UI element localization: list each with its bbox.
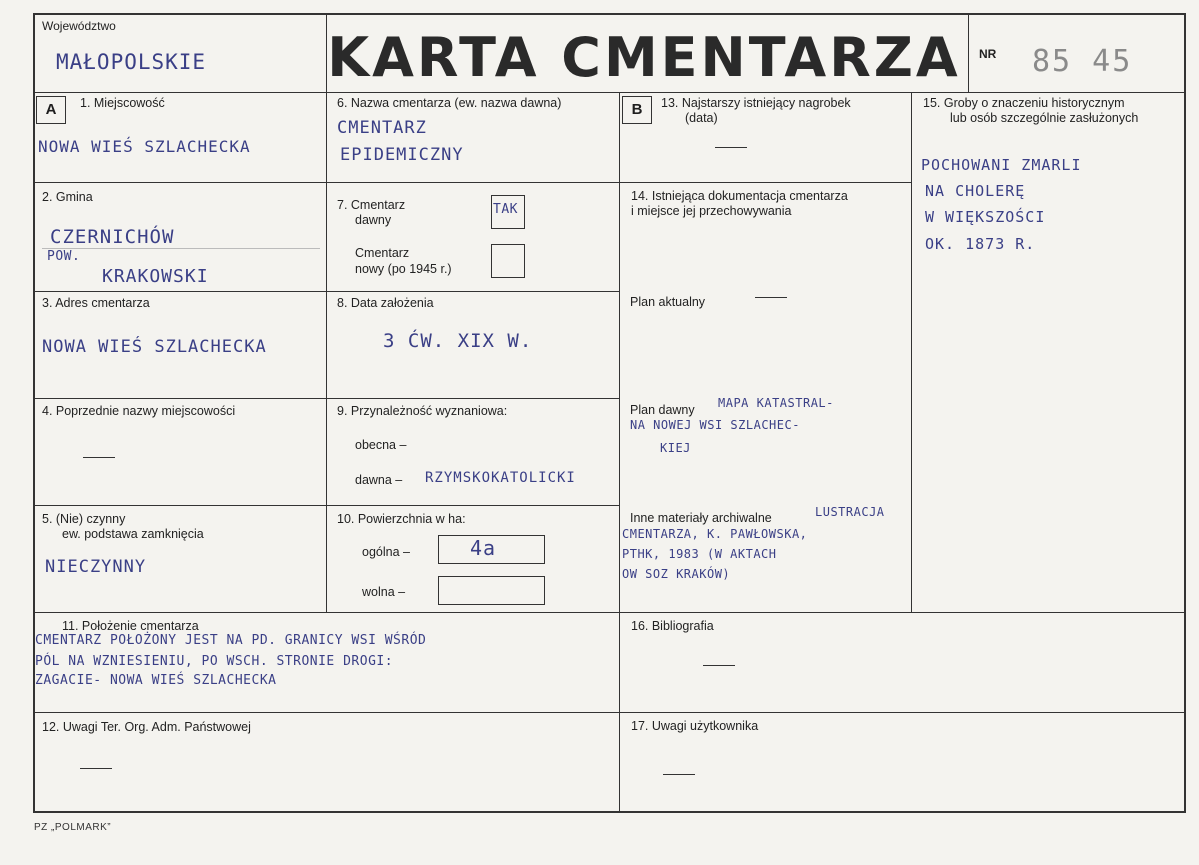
col2-divider [619, 92, 620, 813]
field-16-empty-dash [703, 665, 735, 666]
row-divider-1 [33, 182, 619, 183]
field-11-label: 11. Położenie cmentarza [62, 619, 199, 633]
wojewodztwo-value: MAŁOPOLSKIE [56, 50, 207, 74]
field-4-label: 4. Poprzednie nazwy miejscowości [42, 404, 236, 418]
field-11-value-line1: CMENTARZ POŁOŻONY JEST NA PD. GRANICY WSI WŚRÓD [35, 633, 427, 648]
field-13-empty-dash [715, 147, 747, 148]
row-divider-6 [33, 712, 1186, 713]
field-9-label: 9. Przynależność wyznaniowa: [337, 404, 508, 418]
field-7-dawny-label-2: dawny [355, 213, 392, 227]
page-title: KARTA CMENTARZA [327, 26, 961, 89]
cmentarz-nowy-checkbox[interactable] [491, 244, 525, 278]
section-a-badge: A [36, 96, 66, 124]
inne-materialy-line3: PTHK, 1983 (W AKTACH [622, 547, 777, 561]
inne-materialy-line2: CMENTARZA, K. PAWŁOWSKA, [622, 527, 808, 541]
inne-materialy-line1: LUSTRACJA [815, 505, 885, 519]
inne-materialy-line4: OW SOZ KRAKÓW) [622, 567, 731, 581]
plan-dawny-line3: KIEJ [660, 441, 691, 455]
field-14-label-line2: i miejsce jej przechowywania [631, 204, 792, 218]
field-7-nowy-label-2: nowy (po 1945 r.) [355, 262, 452, 276]
field-9-obecna-label: obecna – [355, 438, 407, 452]
field-15-value-line4: OK. 1873 R. [925, 235, 1036, 253]
field-7-dawny-label-1: 7. Cmentarz [337, 198, 406, 212]
field-15-label-line2: lub osób szczególnie zasłużonych [950, 111, 1139, 125]
field-17-label: 17. Uwagi użytkownika [631, 719, 759, 733]
nr-label: NR [979, 47, 997, 61]
field-5-label-line1: 5. (Nie) czynny [42, 512, 126, 526]
plan-dawny-label: Plan dawny [630, 403, 695, 417]
section-b-badge: B [622, 96, 652, 124]
field-13-label-line2: (data) [685, 111, 718, 125]
field-6-value-line2: EPIDEMICZNY [340, 145, 464, 165]
field-2-value-line2: POW. [47, 249, 81, 264]
field-9-dawna-label: dawna – [355, 473, 403, 487]
field-13-label-line1: 13. Najstarszy istniejący nagrobek [661, 96, 851, 110]
plan-dawny-line2: NA NOWEJ WSI SZLACHEC- [630, 418, 800, 432]
inne-materialy-label: Inne materiały archiwalne [630, 511, 772, 525]
field-11-value-line3: ZAGACIE- NOWA WIEŚ SZLACHECKA [35, 673, 277, 688]
field-7-nowy-label-1: Cmentarz [355, 246, 410, 260]
field-6-label: 6. Nazwa cmentarza (ew. nazwa dawna) [337, 96, 562, 110]
nr-divider [968, 13, 969, 92]
field-16-label: 16. Bibliografia [631, 619, 714, 633]
field-3-value: NOWA WIEŚ SZLACHECKA [42, 337, 267, 357]
field-14-label-line1: 14. Istniejąca dokumentacja cmentarza [631, 189, 848, 203]
powierzchnia-ogolna-value: 4a [470, 536, 497, 560]
field-10-ogolna-label: ogólna – [362, 545, 410, 559]
field-12-label: 12. Uwagi Ter. Org. Adm. Państwowej [42, 720, 251, 734]
field-15-label-line1: 15. Groby o znaczeniu historycznym [923, 96, 1125, 110]
field-5-label-line2: ew. podstawa zamknięcia [62, 527, 204, 541]
field-8-value: 3 ĆW. XIX W. [383, 330, 533, 352]
field-11-value-line2: PÓL NA WZNIESIENIU, PO WSCH. STRONIE DROGI: [35, 654, 394, 669]
field-1-value: NOWA WIEŚ SZLACHECKA [38, 137, 251, 156]
powierzchnia-wolna-field[interactable] [438, 576, 545, 605]
row-divider-5 [33, 612, 1186, 613]
field-2-rule [42, 248, 320, 249]
row-divider-2 [33, 291, 619, 292]
field-12-empty-dash [80, 768, 112, 769]
plan-aktualny-label: Plan aktualny [630, 295, 706, 309]
field-8-label: 8. Data założenia [337, 296, 434, 310]
row-divider-3 [33, 398, 619, 399]
plan-dawny-line1: MAPA KATASTRAL- [718, 396, 834, 410]
field-15-value-line3: W WIĘKSZOŚCI [925, 208, 1046, 226]
field-15-value-line1: POCHOWANI ZMARLI [921, 156, 1082, 174]
field-2-value-line1: CZERNICHÓW [50, 226, 175, 248]
row-divider-b1 [619, 182, 911, 183]
field-17-empty-dash [663, 774, 695, 775]
field-2-value-line3: KRAKOWSKI [102, 266, 209, 287]
printer-imprint: PZ „POLMARK” [34, 822, 112, 833]
nr-value: 85 45 [1032, 44, 1133, 79]
col1-divider [326, 13, 327, 612]
field-2-label: 2. Gmina [42, 190, 93, 204]
field-3-label: 3. Adres cmentarza [42, 296, 150, 310]
plan-aktualny-empty-dash [755, 297, 787, 298]
field-15-value-line2: NA CHOLERĘ [925, 182, 1026, 200]
field-1-label: 1. Miejscowość [80, 96, 165, 110]
cmentarz-dawny-value: TAK [493, 202, 518, 217]
field-10-wolna-label: wolna – [362, 585, 406, 599]
field-9-dawna-value: RZYMSKOKATOLICKI [425, 470, 576, 486]
field-4-empty-dash [83, 457, 115, 458]
row-divider-4 [33, 505, 619, 506]
wojewodztwo-label: Województwo [42, 19, 116, 33]
field-6-value-line1: CMENTARZ [337, 118, 427, 138]
field-10-label: 10. Powierzchnia w ha: [337, 512, 466, 526]
col3-divider [911, 92, 912, 612]
field-5-value: NIECZYNNY [45, 557, 147, 577]
